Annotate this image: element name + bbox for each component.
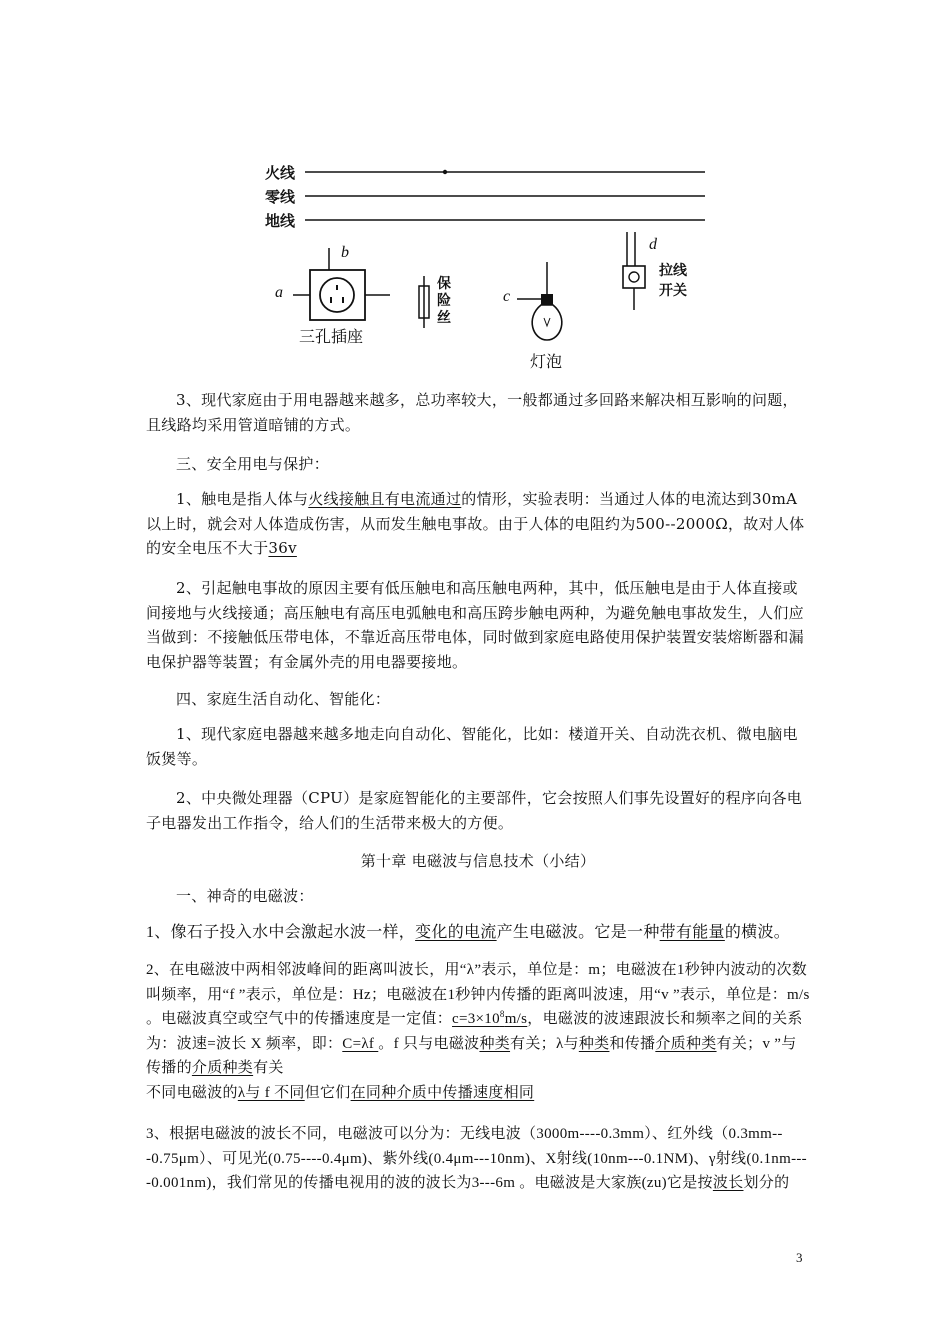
paragraph-text [146, 958, 810, 1081]
paragraph-text [146, 1122, 810, 1196]
text-run: 但它们 [304, 1084, 351, 1101]
underlined-formula [452, 1011, 527, 1027]
underlined-term: 波长 [712, 1175, 744, 1191]
underlined-term: 36v [268, 539, 297, 557]
letter-c: c [503, 288, 511, 305]
paragraph-accident-causes [146, 576, 810, 674]
underlined-term: 种类 [578, 1035, 610, 1052]
underlined-term: 在同种介质中传播速度相同 [350, 1084, 535, 1101]
paragraph-automation [146, 722, 810, 771]
paragraph-em-generation [146, 921, 810, 946]
bulb-label: 灯泡 [530, 352, 563, 371]
heading-safety [146, 452, 810, 477]
letter-d: d [649, 236, 657, 253]
text-run: 产生电磁波。它是一种 [496, 924, 660, 941]
text-run: 有关；v ”与传播的 [146, 1035, 797, 1076]
formula-part: c=3×10 [452, 1011, 500, 1027]
underlined-term: λ与 f 不同 [237, 1084, 305, 1101]
underlined-term: 种类 [479, 1035, 511, 1052]
paragraph-text-continued [146, 1081, 810, 1106]
text-run: 3、根据电磁波的波长不同，电磁波可以分为：无线电波（3000m----0.3mm）、红外线（0.3mm---0.75μm）、可见光(0.75----0.4μm)、紫外线(0.4μm---10nm)、X射线(10nm---0.1NM)、γ射线(0.1nm----0.001nm)，我们常见的传播电视用的波的波长为3---6m 。电磁波是大家族(zu)它是按 [146, 1126, 807, 1191]
text-run: 1、像石子投入水中会激起水波一样， [146, 924, 416, 941]
socket-label: 三孔插座 [299, 327, 364, 346]
text-run: 。f 只与电磁波 [378, 1035, 480, 1052]
text-run: 有关；λ与 [510, 1035, 579, 1052]
heading-em-waves [146, 884, 810, 909]
text-run: 的横波。 [724, 924, 791, 941]
paragraph-text: 2、引起触电事故的原因主要有低压触电和高压触电两种，其中，低压触电是由于人体直接或间接地与火线接通；高压触电有高压电弧触电和高压跨步触电两种，为避免触电事故发生，人们应当做到：不接触低压带电体，不靠近高压带电体，同时做到家庭电路使用保护装置安装熔断器和漏电保护器等装置；有金属外壳的用电器要接地。 [146, 579, 804, 671]
neutral-wire-label: 零线 [265, 188, 296, 206]
live-wire-label: 火线 [265, 164, 296, 182]
text-run: ，电磁波的波速跟波长和频率之间的关系为：波速=波长 X 频率，即： [146, 1011, 803, 1052]
paragraph-text [146, 487, 810, 561]
page-number: 3 [796, 1250, 803, 1265]
paragraph-text: 1、现代家庭电器越来越多地走向自动化、智能化，比如：楼道开关、自动洗衣机、微电脑电饭煲等。 [146, 725, 798, 768]
text-run: 1、触电是指人体与 [176, 490, 309, 508]
text-run: 不同电磁波的 [146, 1084, 238, 1101]
underlined-term: 介质种类 [655, 1035, 717, 1052]
underlined-term: 带有能量 [659, 924, 725, 941]
paragraph-household-circuits [146, 388, 810, 437]
paragraph-electric-shock [146, 487, 810, 561]
text-run: 和传播 [609, 1035, 656, 1052]
paragraph-text: 3、现代家庭由于用电器越来越多，总功率较大，一般都通过多回路来解决相互影响的问题，且线路均采用管道暗铺的方式。 [146, 391, 798, 434]
switch-label-2: 开关 [659, 283, 687, 299]
paragraph-cpu [146, 786, 810, 835]
paragraph-wavelength [146, 958, 810, 1105]
underlined-term: 火线接触且有电流通过 [308, 490, 462, 508]
letter-a: a [275, 284, 283, 301]
text-run: 2、在电磁波中两相邻波峰间的距离叫波长，用“λ”表示，单位是：m；电磁波在1秒钟内波动的次数叫频率，用“f ”表示，单位是：Hz；电磁波在1秒钟内传播的距离叫波速，用“v ”表示，单位是：m/s 。电磁波真空或空气中的传播速度是一定值： [146, 962, 810, 1027]
fuse-label: 保险丝 [437, 276, 451, 326]
heading-text: 三、安全用电与保护： [176, 455, 330, 473]
switch-label-1: 拉线 [659, 263, 687, 279]
chapter-title [146, 849, 810, 874]
text-run: 有关 [253, 1060, 284, 1076]
underlined-term: 变化的电流 [415, 924, 497, 941]
underlined-formula: C=λf [342, 1035, 379, 1052]
heading-text: 四、家庭生活自动化、智能化： [176, 690, 391, 708]
ground-wire-label: 地线 [265, 212, 296, 230]
heading-text: 一、神奇的电磁波： [176, 887, 314, 905]
paragraph-spectrum [146, 1122, 810, 1196]
exponent: 8 [499, 1009, 505, 1019]
paragraph-text [146, 921, 810, 946]
heading-automation [146, 687, 810, 712]
chapter-title-text: 第十章 电磁波与信息技术（小结） [360, 852, 596, 870]
text-run: 的情形，实验表明：当通过人体的电流达到30mA以上时，就会对人体造成伤害，从而发生触电事故。由于人体的电阻约为500--2000Ω，故对人体的安全电压不大于 [146, 490, 805, 557]
formula-part: m/s [504, 1011, 528, 1027]
underlined-term: 介质种类 [191, 1060, 254, 1076]
paragraph-text: 2、中央微处理器（CPU）是家庭智能化的主要部件，它会按照人们事先设置好的程序向各电子电器发出工作指令，给人们的生活带来极大的方便。 [146, 789, 803, 832]
circuit-diagram [255, 148, 725, 378]
text-run: 划分的 [743, 1175, 790, 1191]
letter-b: b [341, 244, 349, 261]
